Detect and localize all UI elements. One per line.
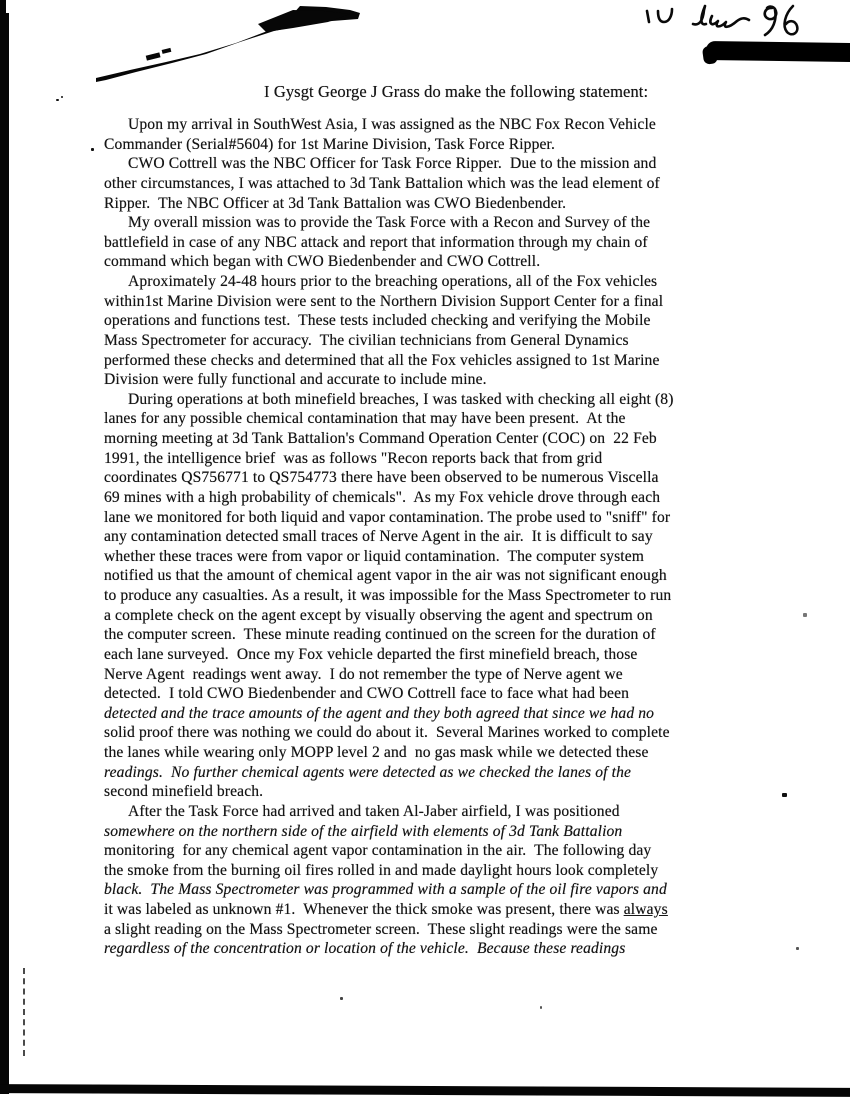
ink-speckle — [803, 613, 807, 617]
statement-line: second minefield breach. — [104, 783, 264, 801]
statement-line: notified us that the amount of chemical agent vapor in the air was not significant enough — [104, 567, 667, 585]
ink-speckle — [56, 99, 59, 101]
statement-line: the smoke from the burning oil fires rolled in and made daylight hours look completely — [104, 861, 659, 879]
scan-border-notch — [6, 0, 15, 13]
ink-speckle — [340, 997, 343, 1000]
statement-line: battlefield in case of any NBC attack and report that information through my chain of — [104, 233, 648, 251]
statement-line: morning meeting at 3d Tank Battalion's Command Operation Center (COC) on 22 Feb — [104, 430, 657, 447]
statement-line: readings. No further chemical agents were detected as we checked the lanes of the — [104, 763, 632, 781]
statement-body — [104, 115, 794, 959]
ink-speckle — [61, 96, 63, 98]
statement-line: a complete check on the agent except by visually observing the agent and spectrum on — [104, 606, 653, 624]
statement-line: performed these checks and determined that all the Fox vehicles assigned to 1st Marine — [104, 351, 660, 369]
line-text: it was labeled as unknown #1. Whenever the thick smoke was present, there was — [104, 901, 624, 918]
statement-line: within1st Marine Division were sent to the Northern Division Support Center for a final — [104, 292, 664, 310]
statement-line: During operations at both minefield breaches, I was tasked with checking all eight (8) — [128, 390, 674, 408]
statement-line: any contamination detected small traces of Nerve Agent in the air. It is difficult to say — [104, 528, 653, 546]
statement-line: Commander (Serial#5604) for 1st Marine Division, Task Force Ripper. — [104, 135, 556, 153]
statement-line: Ripper. The NBC Officer at 3d Tank Battalion was CWO Biedenbender. — [104, 194, 567, 212]
underlined-word: always — [623, 901, 668, 918]
ink-speckle — [782, 793, 787, 797]
statement-line: Upon my arrival in SouthWest Asia, I was assigned as the NBC Fox Recon Vehicle — [128, 116, 656, 133]
statement-line — [104, 900, 794, 920]
statement-line: lane we monitored for both liquid and vapor contamination. The probe used to "sniff" for — [104, 508, 671, 526]
margin-dash-marks — [23, 968, 25, 1056]
statement-line: monitoring for any chemical agent vapor contamination in the air. The following day — [104, 842, 652, 860]
statement-line: each lane surveyed. Once my Fox vehicle departed the first minefield breach, those — [104, 645, 638, 663]
statement-line: solid proof there was nothing we could do about it. Several Marines worked to complete — [104, 724, 670, 742]
ink-speckle — [540, 1006, 542, 1009]
statement-line: command which began with CWO Biedenbender and CWO Cottrell. — [104, 253, 541, 271]
ink-speckle — [796, 947, 799, 950]
statement-line: operations and functions test. These tests included checking and verifying the Mobile — [104, 312, 651, 330]
ink-speckle — [91, 148, 94, 151]
statement-line: coordinates QS756771 to QS754773 there have been observed to be numerous Viscella — [104, 469, 659, 487]
statement-line: whether these traces were from vapor or liquid contamination. The computer system — [104, 547, 645, 565]
statement-line: Mass Spectrometer for accuracy. The civilian technicians from General Dynamics — [104, 331, 629, 349]
statement-line: a slight reading on the Mass Spectrometer screen. These slight readings were the same — [104, 920, 658, 938]
statement-line: to produce any casualties. As a result, it was impossible for the Mass Spectrometer to run — [104, 587, 672, 604]
ink-smear-mark — [88, 2, 373, 90]
statement-line: CWO Cottrell was the NBC Officer for Task Force Ripper. Due to the mission and — [128, 155, 657, 173]
statement-line: detected and the trace amounts of the agent and they both agreed that since we had no — [104, 704, 655, 722]
scan-bottom-border — [0, 1084, 850, 1097]
scan-left-border — [0, 0, 9, 1094]
statement-line: Nerve Agent readings went away. I do not remember the type of Nerve agent we — [104, 665, 623, 683]
statement-line: black. The Mass Spectrometer was programmed with a sample of the oil fire vapors and — [104, 881, 667, 899]
statement-line: other circumstances, I was attached to 3d Tank Battalion which was the lead element of — [104, 174, 660, 192]
statement-line: 69 mines with a high probability of chemicals". As my Fox vehicle drove through each — [104, 488, 661, 506]
statement-line: After the Task Force had arrived and taken Al-Jaber airfield, I was positioned — [128, 802, 620, 820]
statement-line: detected. I told CWO Biedenbender and CWO Cottrell face to face what had been — [104, 685, 630, 703]
statement-line: regardless of the concentration or location of the vehicle. Because these readings — [104, 940, 626, 958]
statement-line: 1991, the intelligence brief was as follows "Recon reports back that from grid — [104, 449, 603, 467]
statement-line: the computer screen. These minute reading continued on the screen for the duration of — [104, 626, 656, 644]
statement-line: My overall mission was to provide the Task Force with a Recon and Survey of the — [128, 214, 651, 232]
statement-line: lanes for any possible chemical contamination that may have been present. At the — [104, 410, 626, 428]
statement-title: I Gysgt George J Grass do make the following statement: — [264, 82, 649, 101]
redaction-bar — [706, 41, 850, 62]
statement-line: Aproximately 24-48 hours prior to the breaching operations, all of the Fox vehicles — [128, 273, 658, 290]
statement-line: the lanes while wearing only MOPP level 2 and no gas mask while we detected these — [104, 744, 649, 761]
statement-line: Division were fully functional and accurate to include mine. — [104, 371, 487, 389]
statement-line: somewhere on the northern side of the airfield with elements of 3d Tank Battalion — [104, 822, 623, 840]
